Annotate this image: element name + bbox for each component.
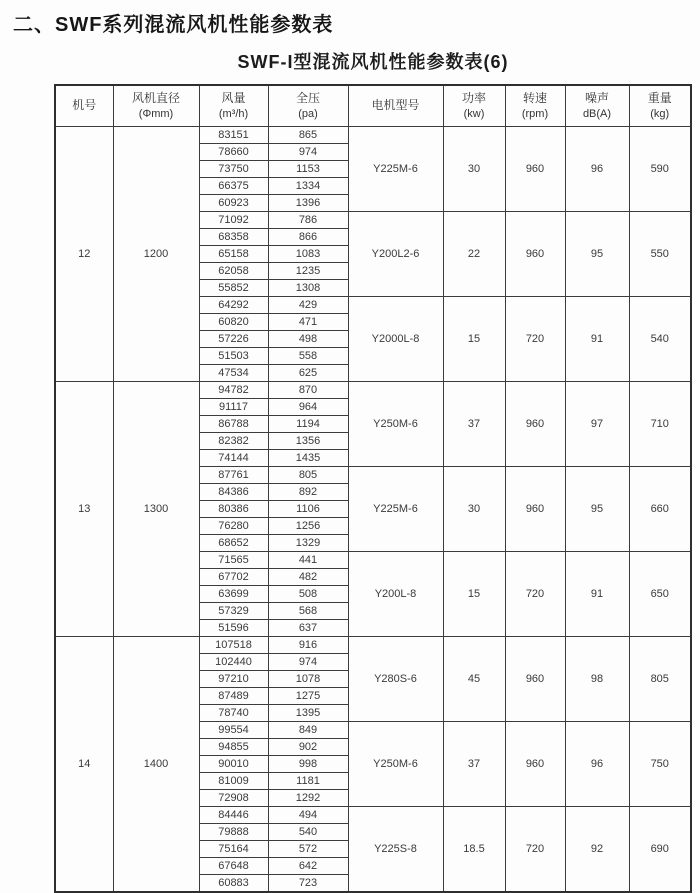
column-unit: (m³/h) [218, 107, 249, 120]
cell-pressure: 964 [268, 399, 348, 416]
column-header-machine-no [55, 85, 113, 127]
table-body [55, 127, 691, 893]
cell-airflow: 51503 [199, 348, 268, 365]
cell-airflow: 84446 [199, 807, 268, 824]
cell-power: 37 [443, 722, 505, 807]
cell-airflow: 99554 [199, 722, 268, 739]
cell-pressure: 1356 [268, 433, 348, 450]
cell-diameter: 1300 [113, 382, 199, 637]
column-label: 噪声 [584, 91, 609, 106]
cell-pressure: 1275 [268, 688, 348, 705]
cell-pressure: 974 [268, 654, 348, 671]
table-header [55, 85, 691, 127]
cell-machine-no: 12 [55, 127, 113, 382]
column-unit: (kw) [463, 107, 485, 120]
cell-pressure: 494 [268, 807, 348, 824]
column-header-weight [629, 85, 691, 127]
cell-airflow: 64292 [199, 297, 268, 314]
cell-airflow: 68652 [199, 535, 268, 552]
cell-airflow: 94855 [199, 739, 268, 756]
cell-airflow: 65158 [199, 246, 268, 263]
cell-speed: 720 [505, 807, 565, 893]
cell-speed: 960 [505, 467, 565, 552]
cell-airflow: 81009 [199, 773, 268, 790]
cell-speed: 960 [505, 722, 565, 807]
column-label: 转速 [522, 91, 547, 106]
cell-pressure: 1153 [268, 161, 348, 178]
cell-motor-model: Y225S-8 [348, 807, 443, 893]
cell-pressure: 1329 [268, 535, 348, 552]
cell-motor-model: Y250M-6 [348, 722, 443, 807]
header-row [55, 85, 691, 127]
fan-spec-table [54, 84, 692, 893]
cell-weight: 550 [629, 212, 691, 297]
cell-weight: 690 [629, 807, 691, 893]
cell-pressure: 892 [268, 484, 348, 501]
cell-airflow: 60923 [199, 195, 268, 212]
cell-airflow: 57226 [199, 331, 268, 348]
cell-diameter: 1200 [113, 127, 199, 382]
cell-motor-model: Y225M-6 [348, 127, 443, 212]
cell-speed: 720 [505, 552, 565, 637]
cell-pressure: 849 [268, 722, 348, 739]
cell-pressure: 498 [268, 331, 348, 348]
cell-airflow: 86788 [199, 416, 268, 433]
cell-pressure: 1292 [268, 790, 348, 807]
cell-pressure: 568 [268, 603, 348, 620]
cell-weight: 805 [629, 637, 691, 722]
cell-motor-model: Y280S-6 [348, 637, 443, 722]
cell-weight: 650 [629, 552, 691, 637]
cell-motor-model: Y2000L-8 [348, 297, 443, 382]
cell-airflow: 63699 [199, 586, 268, 603]
cell-airflow: 97210 [199, 671, 268, 688]
cell-airflow: 90010 [199, 756, 268, 773]
cell-airflow: 72908 [199, 790, 268, 807]
cell-power: 15 [443, 552, 505, 637]
cell-pressure: 805 [268, 467, 348, 484]
column-label: 功率 [461, 91, 486, 106]
cell-airflow: 87489 [199, 688, 268, 705]
cell-pressure: 865 [268, 127, 348, 144]
cell-airflow: 62058 [199, 263, 268, 280]
cell-airflow: 55852 [199, 280, 268, 297]
cell-airflow: 68358 [199, 229, 268, 246]
cell-pressure: 429 [268, 297, 348, 314]
cell-pressure: 1396 [268, 195, 348, 212]
cell-pressure: 625 [268, 365, 348, 382]
cell-airflow: 76280 [199, 518, 268, 535]
cell-airflow: 60883 [199, 875, 268, 893]
column-label: 风量 [221, 91, 246, 106]
cell-pressure: 1395 [268, 705, 348, 722]
cell-airflow: 71565 [199, 552, 268, 569]
cell-pressure: 1078 [268, 671, 348, 688]
cell-airflow: 84386 [199, 484, 268, 501]
cell-pressure: 1194 [268, 416, 348, 433]
cell-airflow: 78740 [199, 705, 268, 722]
cell-pressure: 870 [268, 382, 348, 399]
cell-power: 30 [443, 467, 505, 552]
column-header-power [443, 85, 505, 127]
cell-pressure: 1106 [268, 501, 348, 518]
cell-airflow: 91117 [199, 399, 268, 416]
cell-noise: 91 [565, 297, 629, 382]
cell-machine-no: 14 [55, 637, 113, 893]
cell-airflow: 83151 [199, 127, 268, 144]
cell-motor-model: Y200L2-6 [348, 212, 443, 297]
cell-weight: 750 [629, 722, 691, 807]
cell-airflow: 51596 [199, 620, 268, 637]
cell-airflow: 67648 [199, 858, 268, 875]
cell-noise: 91 [565, 552, 629, 637]
column-label: 机号 [72, 98, 97, 113]
cell-pressure: 558 [268, 348, 348, 365]
cell-power: 37 [443, 382, 505, 467]
cell-pressure: 637 [268, 620, 348, 637]
cell-airflow: 74144 [199, 450, 268, 467]
column-header-diameter [113, 85, 199, 127]
cell-pressure: 1235 [268, 263, 348, 280]
table-title: SWF-I型混流风机性能参数表(6) [237, 52, 509, 72]
cell-diameter: 1400 [113, 637, 199, 893]
cell-speed: 720 [505, 297, 565, 382]
cell-pressure: 572 [268, 841, 348, 858]
column-header-motor-model [348, 85, 443, 127]
cell-airflow: 102440 [199, 654, 268, 671]
column-unit: (rpm) [521, 107, 549, 120]
cell-pressure: 471 [268, 314, 348, 331]
cell-pressure: 441 [268, 552, 348, 569]
cell-speed: 960 [505, 127, 565, 212]
cell-pressure: 916 [268, 637, 348, 654]
cell-noise: 95 [565, 212, 629, 297]
cell-airflow: 67702 [199, 569, 268, 586]
cell-motor-model: Y225M-6 [348, 467, 443, 552]
cell-airflow: 66375 [199, 178, 268, 195]
column-unit: (kg) [650, 107, 670, 120]
cell-airflow: 79888 [199, 824, 268, 841]
cell-airflow: 71092 [199, 212, 268, 229]
cell-pressure: 866 [268, 229, 348, 246]
column-unit: (pa) [298, 107, 318, 120]
cell-noise: 95 [565, 467, 629, 552]
cell-motor-model: Y250M-6 [348, 382, 443, 467]
column-label: 全压 [295, 91, 320, 106]
cell-airflow: 75164 [199, 841, 268, 858]
cell-pressure: 998 [268, 756, 348, 773]
cell-power: 45 [443, 637, 505, 722]
cell-airflow: 87761 [199, 467, 268, 484]
cell-pressure: 1435 [268, 450, 348, 467]
cell-noise: 97 [565, 382, 629, 467]
column-label: 风机直径 [131, 91, 180, 106]
table-row [55, 637, 691, 654]
cell-pressure: 1334 [268, 178, 348, 195]
cell-pressure: 1083 [268, 246, 348, 263]
cell-noise: 98 [565, 637, 629, 722]
cell-speed: 960 [505, 382, 565, 467]
cell-power: 22 [443, 212, 505, 297]
column-header-speed [505, 85, 565, 127]
cell-airflow: 94782 [199, 382, 268, 399]
cell-weight: 660 [629, 467, 691, 552]
cell-speed: 960 [505, 212, 565, 297]
column-unit: dB(A) [582, 107, 612, 120]
cell-pressure: 1256 [268, 518, 348, 535]
table-row [55, 127, 691, 144]
column-header-noise [565, 85, 629, 127]
table-row [55, 382, 691, 399]
cell-airflow: 78660 [199, 144, 268, 161]
cell-pressure: 1181 [268, 773, 348, 790]
cell-pressure: 508 [268, 586, 348, 603]
cell-airflow: 107518 [199, 637, 268, 654]
cell-noise: 96 [565, 127, 629, 212]
cell-speed: 960 [505, 637, 565, 722]
cell-airflow: 82382 [199, 433, 268, 450]
cell-airflow: 73750 [199, 161, 268, 178]
cell-power: 30 [443, 127, 505, 212]
column-header-airflow [199, 85, 268, 127]
cell-weight: 710 [629, 382, 691, 467]
cell-machine-no: 13 [55, 382, 113, 637]
cell-pressure: 974 [268, 144, 348, 161]
page-title: 二、SWF系列混流风机性能参数表 [13, 14, 334, 36]
column-label: 重量 [647, 91, 672, 106]
cell-noise: 92 [565, 807, 629, 893]
cell-airflow: 57329 [199, 603, 268, 620]
column-label: 电机型号 [371, 98, 420, 113]
cell-pressure: 540 [268, 824, 348, 841]
cell-pressure: 786 [268, 212, 348, 229]
cell-airflow: 80386 [199, 501, 268, 518]
cell-pressure: 642 [268, 858, 348, 875]
cell-pressure: 482 [268, 569, 348, 586]
cell-noise: 96 [565, 722, 629, 807]
cell-pressure: 902 [268, 739, 348, 756]
cell-weight: 540 [629, 297, 691, 382]
column-header-pressure [268, 85, 348, 127]
cell-pressure: 723 [268, 875, 348, 893]
cell-airflow: 47534 [199, 365, 268, 382]
column-unit: (Φmm) [138, 107, 174, 120]
cell-pressure: 1308 [268, 280, 348, 297]
cell-motor-model: Y200L-8 [348, 552, 443, 637]
cell-airflow: 60820 [199, 314, 268, 331]
cell-weight: 590 [629, 127, 691, 212]
cell-power: 15 [443, 297, 505, 382]
cell-power: 18.5 [443, 807, 505, 893]
